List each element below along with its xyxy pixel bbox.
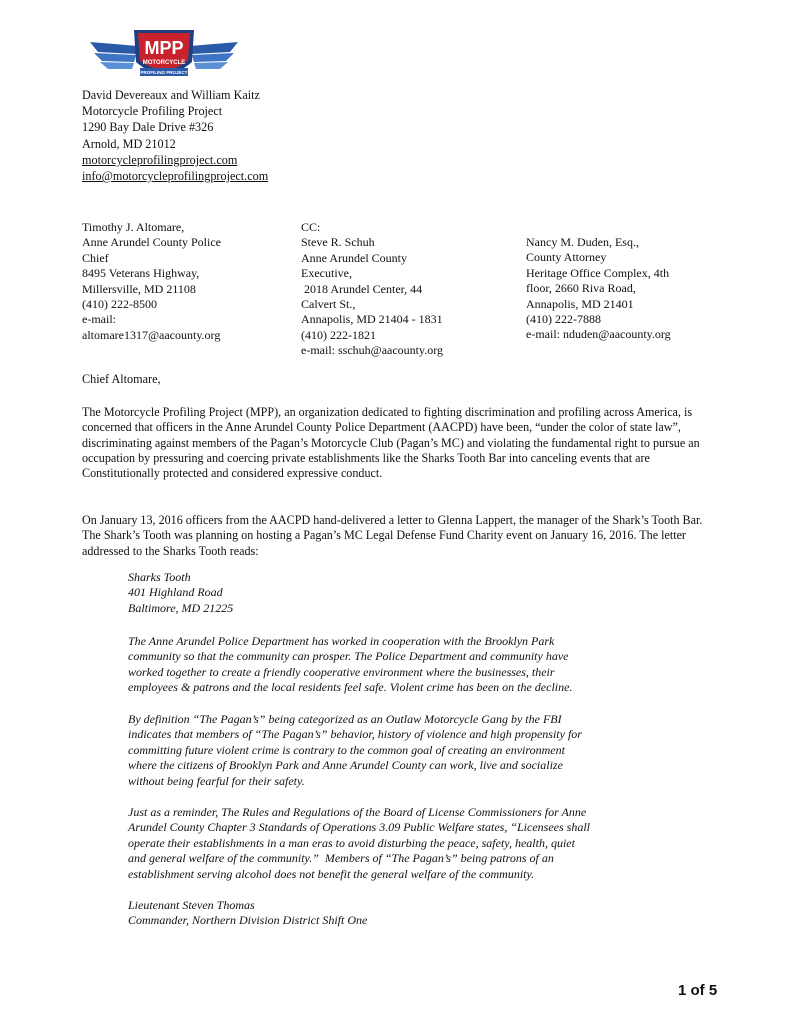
quote-line: Just as a reminder, The Rules and Regulations of the Board of License Commissioners for Anne — [128, 805, 587, 819]
quote-line: indicates that members of “The Pagan’s” behavior, history of violence and high propensity for — [128, 727, 582, 742]
salutation: Chief Altomare, — [82, 372, 161, 386]
quote-line: committing future violent crime is contrary to the common goal of creating an environment — [128, 742, 565, 757]
recipient-line: Steve R. Schuh — [301, 235, 375, 250]
recipient-line: Annapolis, MD 21401 — [526, 296, 634, 311]
sender-street: 1290 Bay Dale Drive #326 — [82, 120, 214, 135]
signer-name: Lieutenant Steven Thomas — [128, 898, 255, 912]
quote-line: worked together to create a friendly cooperative environment where the businesses, their — [128, 664, 555, 679]
quote-line: without being fearful for their safety. — [128, 773, 305, 788]
quoted-paragraph-2 — [128, 712, 718, 789]
recipient-line: Nancy M. Duden, Esq., — [526, 235, 639, 249]
quoted-paragraph-1 — [128, 634, 718, 696]
cc-label: CC: — [301, 220, 321, 234]
recipient-line: floor, 2660 Riva Road, — [526, 281, 636, 296]
body-paragraph-2: On January 13, 2016 officers from the AACPD hand-delivered a letter to Glenna Lappert, the manager of the Shark’s Tooth Bar. The Shark’s Tooth was planning on hosting a Pagan’s MC Legal Defense Fund Charity event on January 16, 2016. The letter addressed to the Sharks Tooth reads: — [82, 513, 703, 558]
quote-line: employees & patrons and the local residents feel safe. Violent crime has been on the decline. — [128, 680, 573, 695]
recipient-cc-attorney — [526, 235, 671, 343]
recipient-email: e-mail: sschuh@aacounty.org — [301, 343, 444, 358]
quote-line: The Anne Arundel Police Department has worked in cooperation with the Brooklyn Park — [128, 634, 555, 648]
quote-line: and general welfare of the community.” Members of “The Pagan’s” being patrons of an — [128, 851, 554, 866]
recipient-line: Calvert St., — [301, 297, 356, 312]
recipient-line: County Attorney — [526, 250, 607, 265]
sender-names: David Devereaux and William Kaitz — [82, 88, 260, 102]
recipient-line: Timothy J. Altomare, — [82, 220, 185, 234]
logo-ribbon: PROFILING PROJECT — [140, 70, 188, 75]
recipient-primary — [82, 220, 221, 343]
recipient-cc — [301, 220, 443, 359]
quote-line: Sharks Tooth — [128, 570, 191, 584]
recipient-line: 2018 Arundel Center, 44 — [301, 281, 423, 296]
mpp-logo-icon — [84, 24, 244, 88]
quote-line: 401 Highland Road — [128, 585, 223, 600]
recipient-line: 8495 Veterans Highway, — [82, 266, 200, 281]
sender-city: Arnold, MD 21012 — [82, 136, 176, 151]
recipient-line: Heritage Office Complex, 4th — [526, 265, 670, 280]
quote-line: establishment serving alcohol does not benefit the general welfare of the community. — [128, 866, 535, 881]
page-number: 1 of 5 — [678, 982, 718, 999]
recipient-line: (410) 222-1821 — [301, 327, 376, 342]
recipient-line: Annapolis, MD 21404 - 1831 — [301, 312, 443, 327]
sender-org: Motorcycle Profiling Project — [82, 104, 223, 119]
recipient-line: e-mail: — [82, 312, 116, 327]
sender-website-link[interactable]: motorcycleprofilingproject.com — [82, 152, 238, 167]
recipient-line: Executive, — [301, 266, 352, 281]
quote-line: community so that the community can prosper. The Police Department and community have — [128, 649, 569, 664]
signer-title: Commander, Northern Division District Shift One — [128, 913, 368, 928]
quoted-address — [128, 570, 718, 616]
recipient-line: Chief — [82, 250, 109, 265]
sender-email-link[interactable]: info@motorcycleprofilingproject.com — [82, 169, 269, 184]
sender-block — [82, 87, 268, 184]
logo-text: MPP — [144, 38, 184, 58]
quote-line: By definition “The Pagan’s” being categorized as an Outlaw Motorcycle Gang by the FBI — [128, 712, 562, 726]
logo-subtext: MOTORCYCLE — [142, 60, 186, 66]
quote-line: where the citizens of Brooklyn Park and Anne Arundel County can work, live and socialize — [128, 758, 563, 773]
quote-line: operate their establishments in a man eras to avoid disturbing the peace, safety, health, quiet — [128, 835, 575, 850]
recipient-email: altomare1317@aacounty.org — [82, 327, 221, 342]
quote-line: Arundel County Chapter 3 Standards of Operations 3.09 Public Welfare states, “Licensees shall — [128, 820, 590, 835]
quoted-signature — [128, 898, 718, 929]
body-paragraph-1: The Motorcycle Profiling Project (MPP), an organization dedicated to fighting discrimination and profiling across America, is concerned that officers in the Anne Arundel County Police Department (AACPD) have been, “under the color of state law”, discriminating against members of the Pagan’s Motorcycle Club (Pagan’s MC) and violating the fundamental right to pursue an occupation by pressuring and coercing private establishments like the Sharks Tooth Bar into canceling events that are Constitutionally protected and considered expressive conduct. — [82, 405, 700, 481]
quoted-paragraph-3 — [128, 805, 718, 882]
quote-line: Baltimore, MD 21225 — [128, 600, 234, 615]
recipient-line: Anne Arundel County Police — [82, 235, 221, 250]
recipient-line: Anne Arundel County — [301, 250, 407, 265]
recipient-line: (410) 222-7888 — [526, 312, 601, 327]
recipient-line: Millersville, MD 21108 — [82, 281, 196, 296]
recipient-email: e-mail: nduden@aacounty.org — [526, 327, 671, 342]
recipient-line: (410) 222-8500 — [82, 297, 157, 312]
